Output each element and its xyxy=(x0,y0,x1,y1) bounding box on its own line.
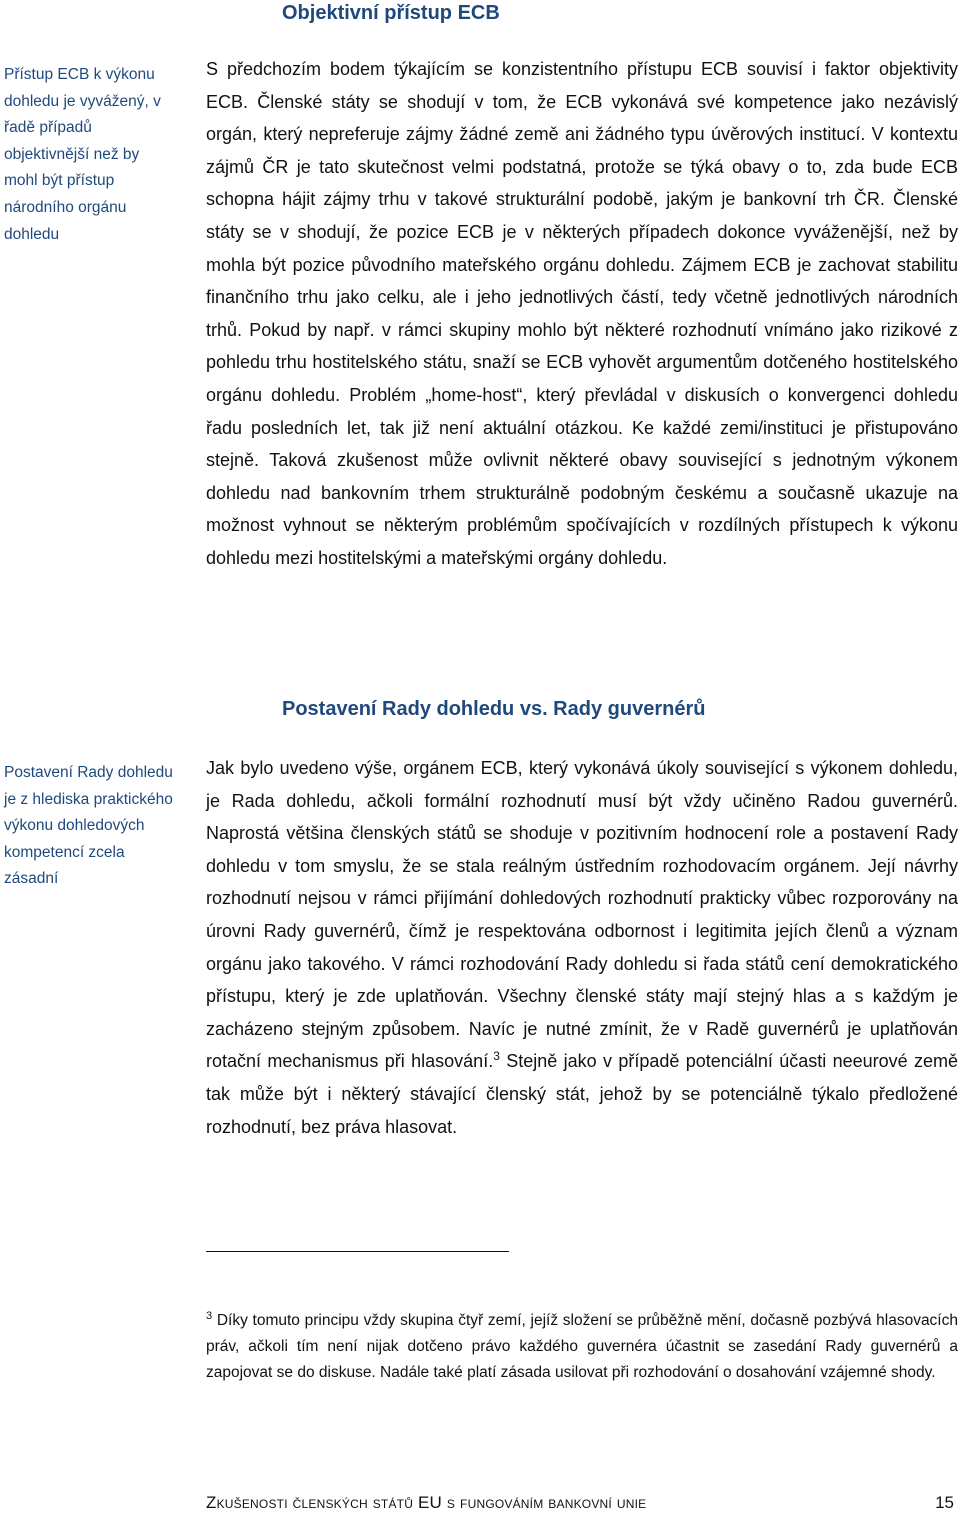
margin-note-supervisory-board: Postavení Rady dohledu je z hlediska praktického výkonu dohledových kompetencí zcela zásadní xyxy=(4,764,173,888)
paragraph-text-part-1: Jak bylo uvedeno výše, orgánem ECB, který vykonává úkoly související s výkonem dohledu, je Rada dohledu, ačkoli formální rozhodnutí musí být vždy učiněno Radou guvernérů. Naprostá většina členských států se shoduje v pozitivním hodnocení role a postavení Rady dohledu v tom smyslu, že se stala reálným ústředním rozhodovacím orgánem. Její návrhy rozhodnutí nejsou v rámci přijímání dohledových rozhodnutí prakticky vůbec rozporovány na úrovni Rady guvernérů, čímž je respektována odbornost i legitimita jejích členů a význam orgánu jako takového. V rámci rozhodování Rady dohledu si řada států cení demokratického přístupu, který je zde uplatňován. Všechny členské státy mají stejný hlas a s každým je zacházeno stejným způsobem. Navíc je nutné zmínit, že v Radě guvernérů je uplatňován rotační mechanismus při hlasování. xyxy=(206,758,958,1072)
paragraph-supervisory-board xyxy=(206,752,958,1143)
footnote xyxy=(206,1308,958,1385)
section-heading-objectivity: Objektivní přístup ECB xyxy=(282,2,500,24)
footer-title: Zkušenosti členských států EU s fungováním bankovní unie xyxy=(206,1493,647,1512)
footnote-text: Díky tomuto principu vždy skupina čtyř zemí, jejíž složení se průběžně mění, dočasně pozbývá hlasovacích práv, ačkoli tím není nijak dotčeno právo každého guvernéra účastnit se zasedání Rady guvernérů a zapojovat se do diskuse. Nadále také platí zásada usilovat při rozhodování o dosahování vzájemné shody. xyxy=(206,1312,958,1381)
footnote-separator xyxy=(206,1251,509,1252)
paragraph-text-part-2: Stejně jako v případě potenciální účasti neeurové země tak může být i některý stávající členský stát, jehož by se potenciálně týkalo předložené rozhodnutí, bez práva hlasovat. xyxy=(206,1051,958,1137)
page-number: 15 xyxy=(935,1493,954,1512)
paragraph-objectivity: S předchozím bodem týkajícím se konzistentního přístupu ECB souvisí i faktor objektivity ECB. Členské státy se shodují v tom, že ECB vykonává své kompetence jako nezávislý orgán, který nepreferuje zájmy žádné země ani žádného typu úvěrových institucí. V kontextu zájmů ČR je tato skutečnost velmi podstatná, protože se týká obavy o to, zda bude ECB schopna hájit zájmy trhu v takové strukturální podobě, jakým je bankovní trh ČR. Členské státy se v shodují, že pozice ECB je v některých případech dokonce vyváženější, než by mohla být pozice původního mateřského orgánu dohledu. Zájmem ECB je zachovat stabilitu finančního trhu jako celku, ale i jeho jednotlivých částí, tedy včetně jednotlivých národních trhů. Pokud by např. v rámci skupiny mohlo být některé rozhodnutí vnímáno jako rizikové z pohledu trhu hostitelského státu, snaží se ECB vyhovět argumentům dotčeného hostitelského orgánu dohledu. Problém „home-host“, který převládal v diskusích o konvergenci dohledu řadu posledních let, tak již není aktuální otázkou. Ke každé zemi/instituci je přistupováno stejně. Taková zkušenost může ovlivnit některé obavy související s jednotným výkonem dohledu nad bankovním trhem strukturálně podobným českému a současně ukazuje na možnost vyhnout se některým problémům spočívajících v rozdílných přístupech k výkonu dohledu mezi hostitelskými a mateřskými orgány dohledu. xyxy=(206,59,958,568)
margin-note-objectivity: Přístup ECB k výkonu dohledu je vyvážený, v řadě případů objektivnější než by mohl být přístup národního orgánu dohledu xyxy=(4,66,161,243)
section-heading-supervisory-board: Postavení Rady dohledu vs. Rady guvernérů xyxy=(282,698,706,720)
footnote-number: 3 xyxy=(206,1309,213,1322)
footnote-reference[interactable]: 3 xyxy=(493,1049,500,1064)
